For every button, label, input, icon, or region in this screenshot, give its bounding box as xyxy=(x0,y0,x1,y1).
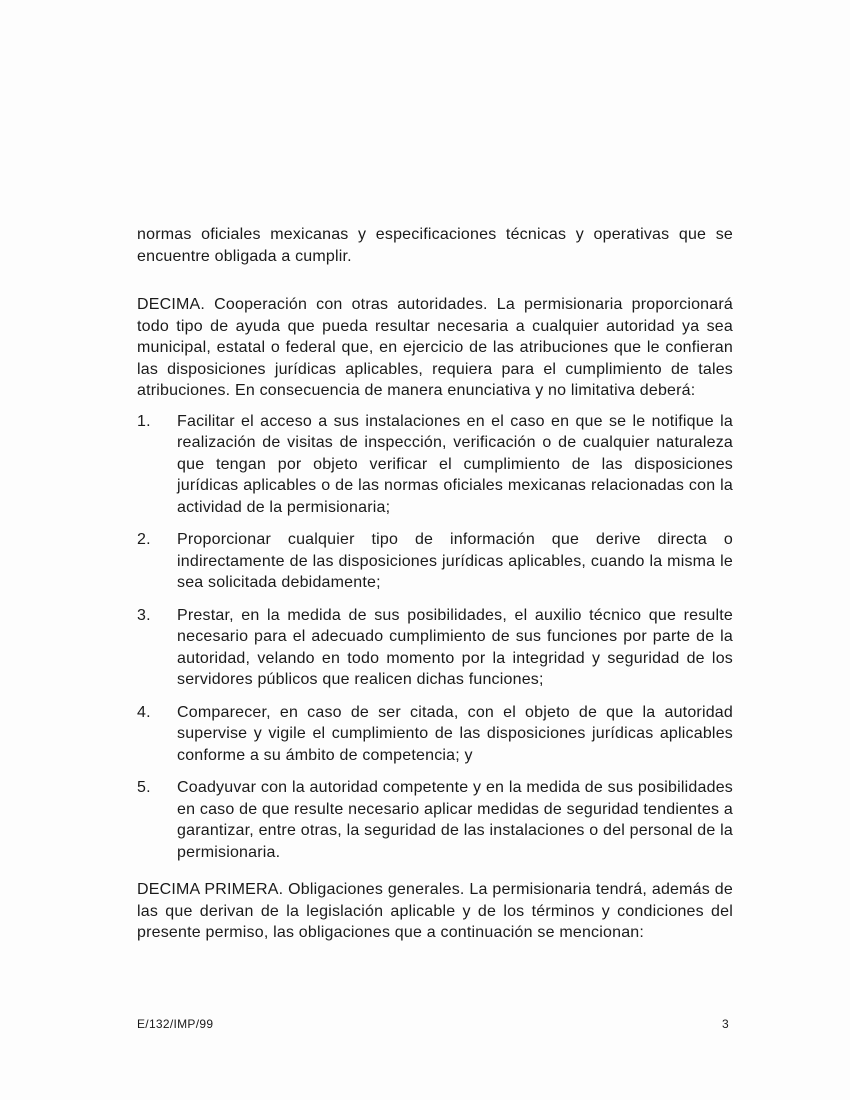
item-number: 2. xyxy=(137,531,151,548)
item-text: Proporcionar cualquier tipo de información que derive directa o indirectamente de las disposiciones jurídicas aplicables, cuando la misma le sea solicitada debidamente; xyxy=(177,531,733,591)
clause-decima: DECIMA. Cooperación con otras autoridades. La permisionaria proporcionará todo tipo de ayuda que pueda resultar necesaria a cualquier autoridad ya sea municipal, estatal o federal que, en ejercicio de las atribuciones que le confieran las disposiciones jurídicas aplicables, requiera para el cumplimiento de tales atribuciones. En consecuencia de manera enunciativa y no limitativa deberá: xyxy=(137,296,733,399)
item-number: 5. xyxy=(137,779,151,796)
list-item xyxy=(137,702,733,767)
list-item xyxy=(137,411,733,519)
item-number: 1. xyxy=(137,412,151,430)
item-text: Comparecer, en caso de ser citada, con el objeto de que la autoridad supervise y vigile el cumplimiento de las disposiciones jurídicas aplicables conforme a su ámbito de competencia; y xyxy=(177,703,733,764)
list-item xyxy=(137,605,733,691)
item-text: Coadyuvar con la autoridad competente y en la medida de sus posibilidades en caso de que resulte necesario aplicar medidas de seguridad tendientes a garantizar, entre otras, la seguridad de las instalaciones o del personal de la permisionaria. xyxy=(177,779,733,861)
footer-reference: E/132/IMP/99 xyxy=(137,1017,214,1031)
page-footer xyxy=(137,1017,729,1032)
item-text: Facilitar el acceso a sus instalaciones en el caso en que se le notifique la realización de visitas de inspección, verificación o de cualquier naturaleza que tengan por objeto verificar el cumplimiento de las disposiciones jurídicas aplicables o de las normas oficiales mexicanas relacionadas con la actividad de la permisionaria; xyxy=(177,412,733,516)
item-number: 4. xyxy=(137,703,151,721)
clause-decima-primera: DECIMA PRIMERA. Obligaciones generales. La permisionaria tendrá, además de las que derivan de la legislación aplicable y de los términos y condiciones del presente permiso, las obligaciones que a continuación se mencionan: xyxy=(137,881,733,941)
document-body xyxy=(137,224,733,944)
item-number: 3. xyxy=(137,606,151,624)
paragraph-intro: normas oficiales mexicanas y especificaciones técnicas y operativas que se encuentre obligada a cumplir. xyxy=(137,226,733,265)
item-text: Prestar, en la medida de sus posibilidades, el auxilio técnico que resulte necesario para el adecuado cumplimiento de sus funciones por parte de la autoridad, velando en todo momento por la integridad y seguridad de los servidores públicos que realicen dichas funciones; xyxy=(177,606,733,688)
list-item xyxy=(137,529,733,594)
numbered-list xyxy=(137,411,733,864)
footer-page-number: 3 xyxy=(722,1017,729,1031)
list-item xyxy=(137,777,733,863)
